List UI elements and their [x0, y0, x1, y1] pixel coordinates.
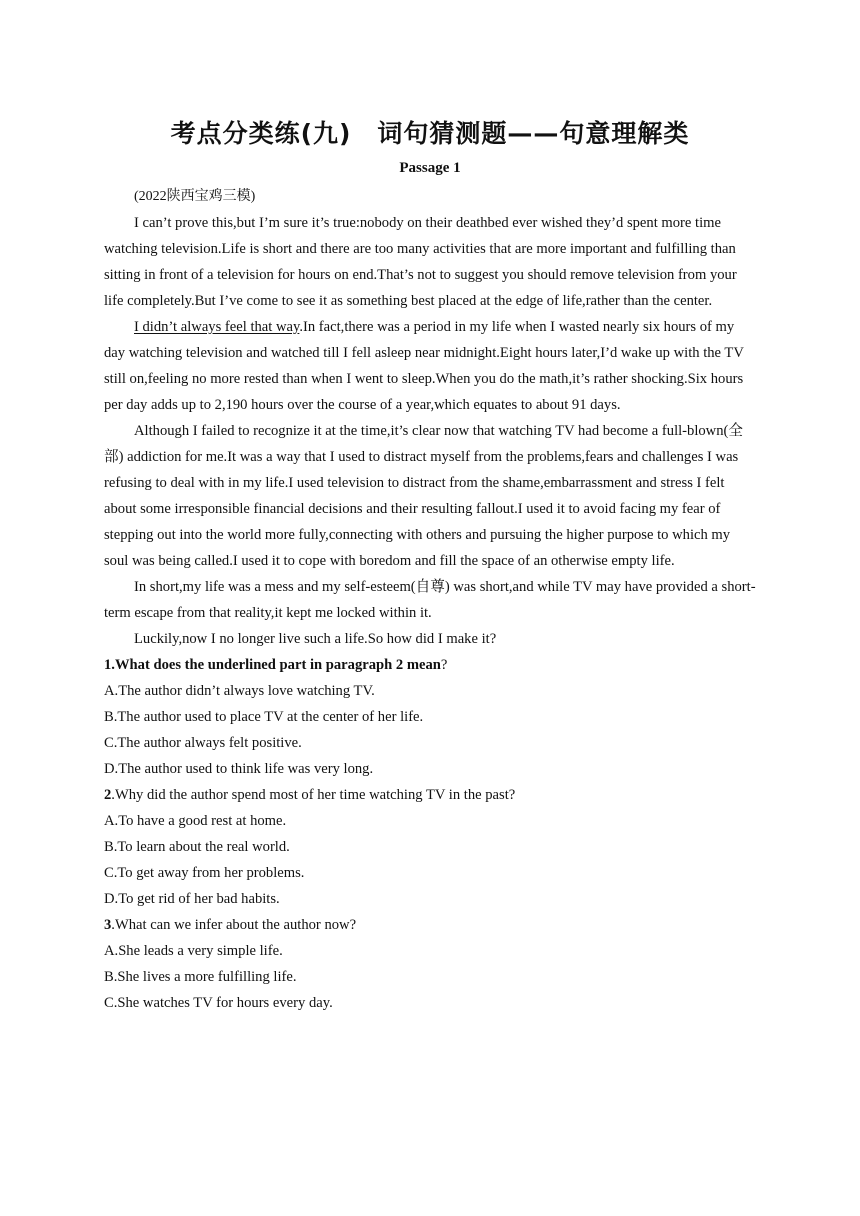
- question-3-option-c: C.She watches TV for hours every day.: [104, 995, 333, 1011]
- question-2-option-a: A.To have a good rest at home.: [104, 813, 287, 829]
- question-2-text: .Why did the author spend most of her time watching TV in the past?: [111, 787, 516, 803]
- passage-label: Passage 1: [399, 160, 461, 176]
- question-2-option-d: D.To get rid of her bad habits.: [104, 891, 280, 907]
- question-1-mark: ?: [440, 657, 448, 673]
- paragraph-2-rest: .In fact,there was a period in my life when I wasted nearly six hours of my day watching television and watched till I fell asleep near midnight.Eight hours later,I’d wake up with the TV still on,feeling no more rested than when I went to sleep.When you do the math,it’s rather shocking.Six hours per day adds up to 2,190 hours over the course of a year,which equates to about 91 days.: [104, 319, 744, 413]
- paragraph-5: Luckily,now I no longer live such a life.So how did I make it?: [134, 631, 497, 647]
- title-sub: 词句猜测题——句意理解类: [377, 119, 690, 148]
- question-2-number: 2: [104, 787, 112, 803]
- underlined-sentence: I didn’t always feel that way: [134, 319, 300, 335]
- question-1-stem: [104, 652, 756, 678]
- question-1-option-d: D.The author used to think life was very long.: [104, 761, 374, 777]
- paragraph-4: In short,my life was a mess and my self-esteem(自尊) was short,and while TV may have provided a short-term escape from that reality,it kept me locked within it.: [104, 579, 756, 621]
- question-2: [104, 782, 756, 912]
- paragraph-3: Although I failed to recognize it at the time,it’s clear now that watching TV had become a full-blown(全部) addiction for me.It was a way that I used to distract myself from the problems,fears and challenges I was refusing to deal with in my life.I used television to distract from the shame,embarrassment and stress I felt about some irresponsible financial decisions and their resulting fallout.I used it to avoid facing my fear of stepping out into the world more fully,connecting with others and pursuing the higher purpose to which my soul was being called.I used it to cope with boredom and fill the space of an otherwise empty life.: [104, 423, 743, 569]
- question-1: [104, 652, 756, 782]
- question-1-text: .What does the underlined part in paragraph 2 mean: [111, 657, 441, 673]
- question-2-option-c: C.To get away from her problems.: [104, 865, 305, 881]
- question-3-text: .What can we infer about the author now?: [111, 917, 357, 933]
- question-2-option-b: B.To learn about the real world.: [104, 839, 290, 855]
- question-2-stem: [104, 782, 756, 808]
- title-main: 考点分类练(九): [170, 119, 352, 148]
- question-1-option-c: C.The author always felt positive.: [104, 735, 302, 751]
- question-1-option-b: B.The author used to place TV at the center of her life.: [104, 709, 424, 725]
- question-3-option-b: B.She lives a more fulfilling life.: [104, 969, 297, 985]
- question-3: [104, 912, 756, 1016]
- question-1-number: 1: [104, 657, 112, 673]
- passage-source: (2022陕西宝鸡三模): [134, 189, 256, 204]
- passage-body: [104, 184, 756, 1016]
- question-1-option-a: A.The author didn’t always love watching TV.: [104, 683, 375, 699]
- paragraph-2: [104, 314, 756, 418]
- paragraph-1: I can’t prove this,but I’m sure it’s true:nobody on their deathbed ever wished they’d spent more time watching television.Life is short and there are too many activities that are more important and fulfilling than sitting in front of a television for hours on end.That’s not to suggest you should remove television from your life completely.But I’ve come to see it as something best placed at the edge of life,rather than the center.: [104, 215, 737, 309]
- question-3-stem: [104, 912, 756, 938]
- question-3-option-a: A.She leads a very simple life.: [104, 943, 283, 959]
- question-3-number: 3: [104, 917, 112, 933]
- page-title: [0, 114, 860, 150]
